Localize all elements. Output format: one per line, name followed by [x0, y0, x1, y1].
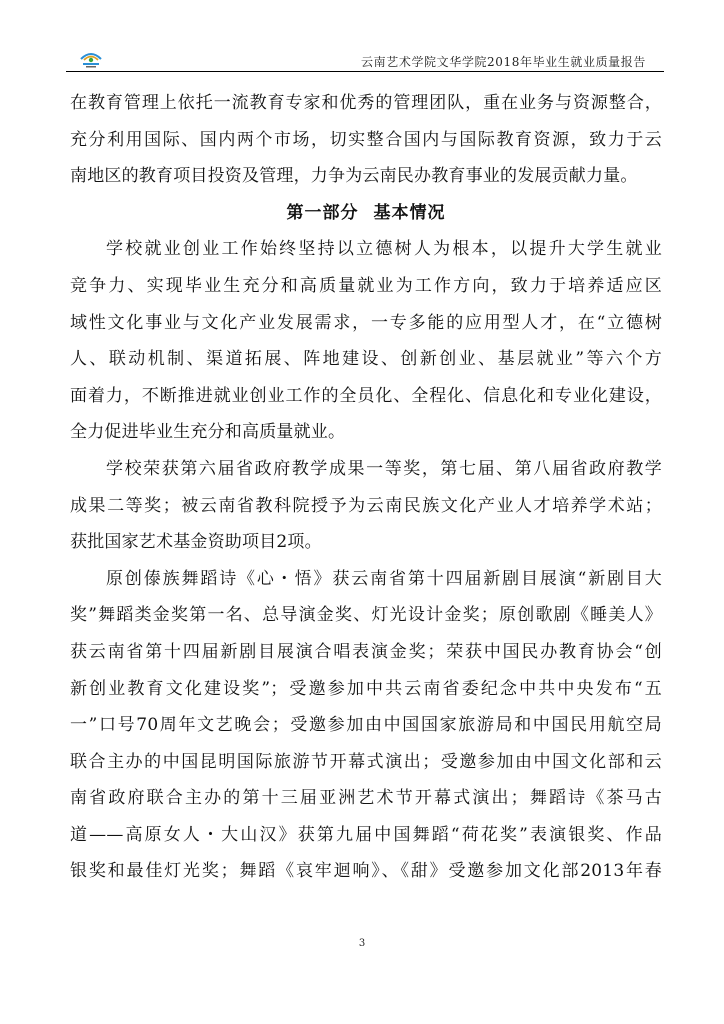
section-heading: 第一部分 基本情况 — [286, 202, 446, 223]
paragraph-line: 人、联动机制、渠道拓展、阵地建设、创新创业、基层就业”等六个方 — [70, 349, 662, 370]
paragraph-line: 全力促进毕业生充分和高质量就业。 — [70, 422, 346, 443]
paragraph-line: 联合主办的中国昆明国际旅游节开幕式演出；受邀参加由中国文化部和云 — [70, 751, 662, 772]
intro-paragraph — [70, 85, 662, 195]
school-logo-icon — [78, 50, 104, 68]
intro-line: 充分利用国际、国内两个市场，切实整合国内与国际教育资源，致力于云 — [70, 129, 662, 150]
paragraph-performances — [70, 561, 662, 890]
paragraph-line: 新创业教育文化建设奖”；受邀参加中共云南省委纪念中共中央发布“五 — [70, 678, 662, 699]
paragraph-employment — [70, 231, 662, 451]
paragraph-line: 银奖和最佳灯光奖；舞蹈《哀牢迴响》、《甜》受邀参加文化部2013年春 — [70, 861, 662, 882]
paragraph-line: 面着力，不断推进就业创业工作的全员化、全程化、信息化和专业化建设， — [70, 385, 662, 406]
page-header — [66, 40, 664, 70]
paragraph-line: 学校荣获第六届省政府教学成果一等奖，第七届、第八届省政府教学 — [106, 458, 662, 479]
paragraph-line: 原创傣族舞蹈诗《心・悟》获云南省第十四届新剧目展演“新剧目大 — [106, 568, 662, 589]
paragraph-awards — [70, 451, 662, 561]
paragraph-line: 成果二等奖；被云南省教科院授予为云南民族文化产业人才培养学术站； — [70, 495, 662, 516]
intro-line: 南地区的教育项目投资及管理，力争为云南民办教育事业的发展贡献力量。 — [70, 166, 638, 187]
paragraph-line: 学校就业创业工作始终坚持以立德树人为根本，以提升大学生就业 — [106, 239, 662, 260]
paragraph-line: 道——高原女人・大山汉》获第九届中国舞蹈“荷花奖”表演银奖、作品 — [70, 824, 662, 845]
paragraph-line: 域性文化事业与文化产业发展需求，一专多能的应用型人才，在“立德树 — [70, 312, 662, 333]
paragraph-line: 一”口号70周年文艺晚会；受邀参加由中国国家旅游局和中国民用航空局 — [70, 715, 662, 736]
header-title: 云南艺术学院文华学院2018年毕业生就业质量报告 — [361, 55, 646, 69]
paragraph-line: 获云南省第十四届新剧目展演合唱表演金奖；荣获中国民办教育协会“创 — [70, 641, 662, 662]
intro-line: 在教育管理上依托一流教育专家和优秀的管理团队，重在业务与资源整合， — [70, 93, 662, 113]
header-divider — [66, 71, 664, 72]
page-number: 3 — [358, 938, 366, 949]
paragraph-line: 南省政府联合主办的第十三届亚洲艺术节开幕式演出；舞蹈诗《茶马古 — [70, 788, 662, 809]
paragraph-line: 奖”舞蹈类金奖第一名、总导演金奖、灯光设计金奖；原创歌剧《睡美人》 — [70, 605, 662, 626]
paragraph-line: 获批国家艺术基金资助项目2项。 — [70, 532, 322, 553]
document-body — [70, 85, 662, 890]
paragraph-line: 竞争力、实现毕业生充分和高质量就业为工作方向，致力于培养适应区 — [70, 275, 662, 296]
